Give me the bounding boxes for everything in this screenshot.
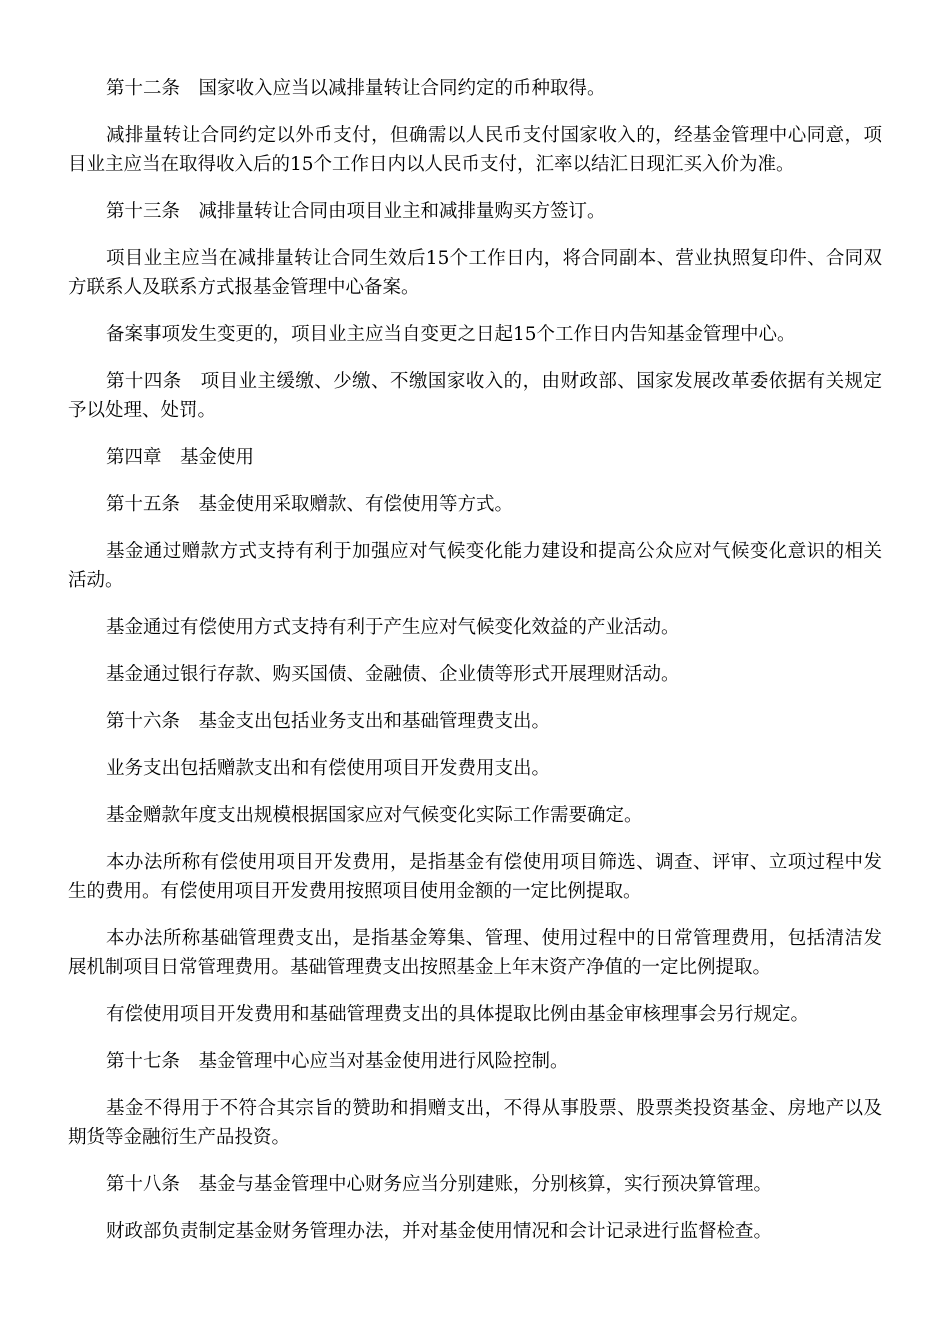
paragraph-article-17: 第十七条 基金管理中心应当对基金使用进行风险控制。 — [106, 1051, 569, 1072]
paragraph-article-15: 第十五条 基金使用采取赠款、有偿使用等方式。 — [106, 494, 514, 515]
paragraph-supervision: 财政部负责制定基金财务管理办法，并对基金使用情况和会计记录进行监督检查。 — [106, 1221, 773, 1242]
paragraph-business-expenditure: 业务支出包括赠款支出和有偿使用项目开发费用支出。 — [106, 758, 551, 779]
paragraph-article-14: 第十四条 项目业主缓缴、少缴、不缴国家收入的，由财政部、国家发展改革委依据有关规定予以处理、处罚。 — [68, 371, 882, 421]
paragraph-grant-support: 基金通过赠款方式支持有利于加强应对气候变化能力建设和提高公众应对气候变化意识的相关活动。 — [68, 541, 882, 591]
paragraph-paid-use-support: 基金通过有偿使用方式支持有利于产生应对气候变化效益的产业活动。 — [106, 617, 680, 638]
paragraph-prohibited-use: 基金不得用于不符合其宗旨的赞助和捐赠支出，不得从事股票、股票类投资基金、房地产以及期货等金融衍生产品投资。 — [68, 1098, 882, 1148]
document-page — [68, 74, 882, 1264]
paragraph-contract-filing: 项目业主应当在减排量转让合同生效后15个工作日内，将合同副本、营业执照复印件、合同双方联系人及联系方式报基金管理中心备案。 — [68, 248, 882, 298]
paragraph-article-13: 第十三条 减排量转让合同由项目业主和减排量购买方签订。 — [106, 201, 606, 222]
paragraph-extraction-ratio: 有偿使用项目开发费用和基础管理费支出的具体提取比例由基金审核理事会另行规定。 — [106, 1004, 810, 1025]
paragraph-article-16: 第十六条 基金支出包括业务支出和基础管理费支出。 — [106, 711, 551, 732]
paragraph-grant-scale: 基金赠款年度支出规模根据国家应对气候变化实际工作需要确定。 — [106, 805, 643, 826]
chapter-heading: 第四章 基金使用 — [106, 447, 255, 468]
paragraph-financial-management: 基金通过银行存款、购买国债、金融债、企业债等形式开展理财活动。 — [106, 664, 680, 685]
paragraph-management-fee: 本办法所称基础管理费支出，是指基金筹集、管理、使用过程中的日常管理费用，包括清洁发展机制项目日常管理费用。基础管理费支出按照基金上年末资产净值的一定比例提取。 — [68, 928, 882, 978]
paragraph-development-cost: 本办法所称有偿使用项目开发费用，是指基金有偿使用项目筛选、调查、评审、立项过程中发生的费用。有偿使用项目开发费用按照项目使用金额的一定比例提取。 — [68, 852, 882, 902]
paragraph-article-18: 第十八条 基金与基金管理中心财务应当分别建账，分别核算，实行预决算管理。 — [106, 1174, 773, 1195]
paragraph-foreign-currency: 减排量转让合同约定以外币支付，但确需以人民币支付国家收入的，经基金管理中心同意，项目业主应当在取得收入后的15个工作日内以人民币支付，汇率以结汇日现汇买入价为准。 — [68, 125, 882, 175]
paragraph-article-12: 第十二条 国家收入应当以减排量转让合同约定的币种取得。 — [106, 78, 606, 99]
paragraph-filing-change: 备案事项发生变更的，项目业主应当自变更之日起15个工作日内告知基金管理中心。 — [106, 324, 796, 345]
